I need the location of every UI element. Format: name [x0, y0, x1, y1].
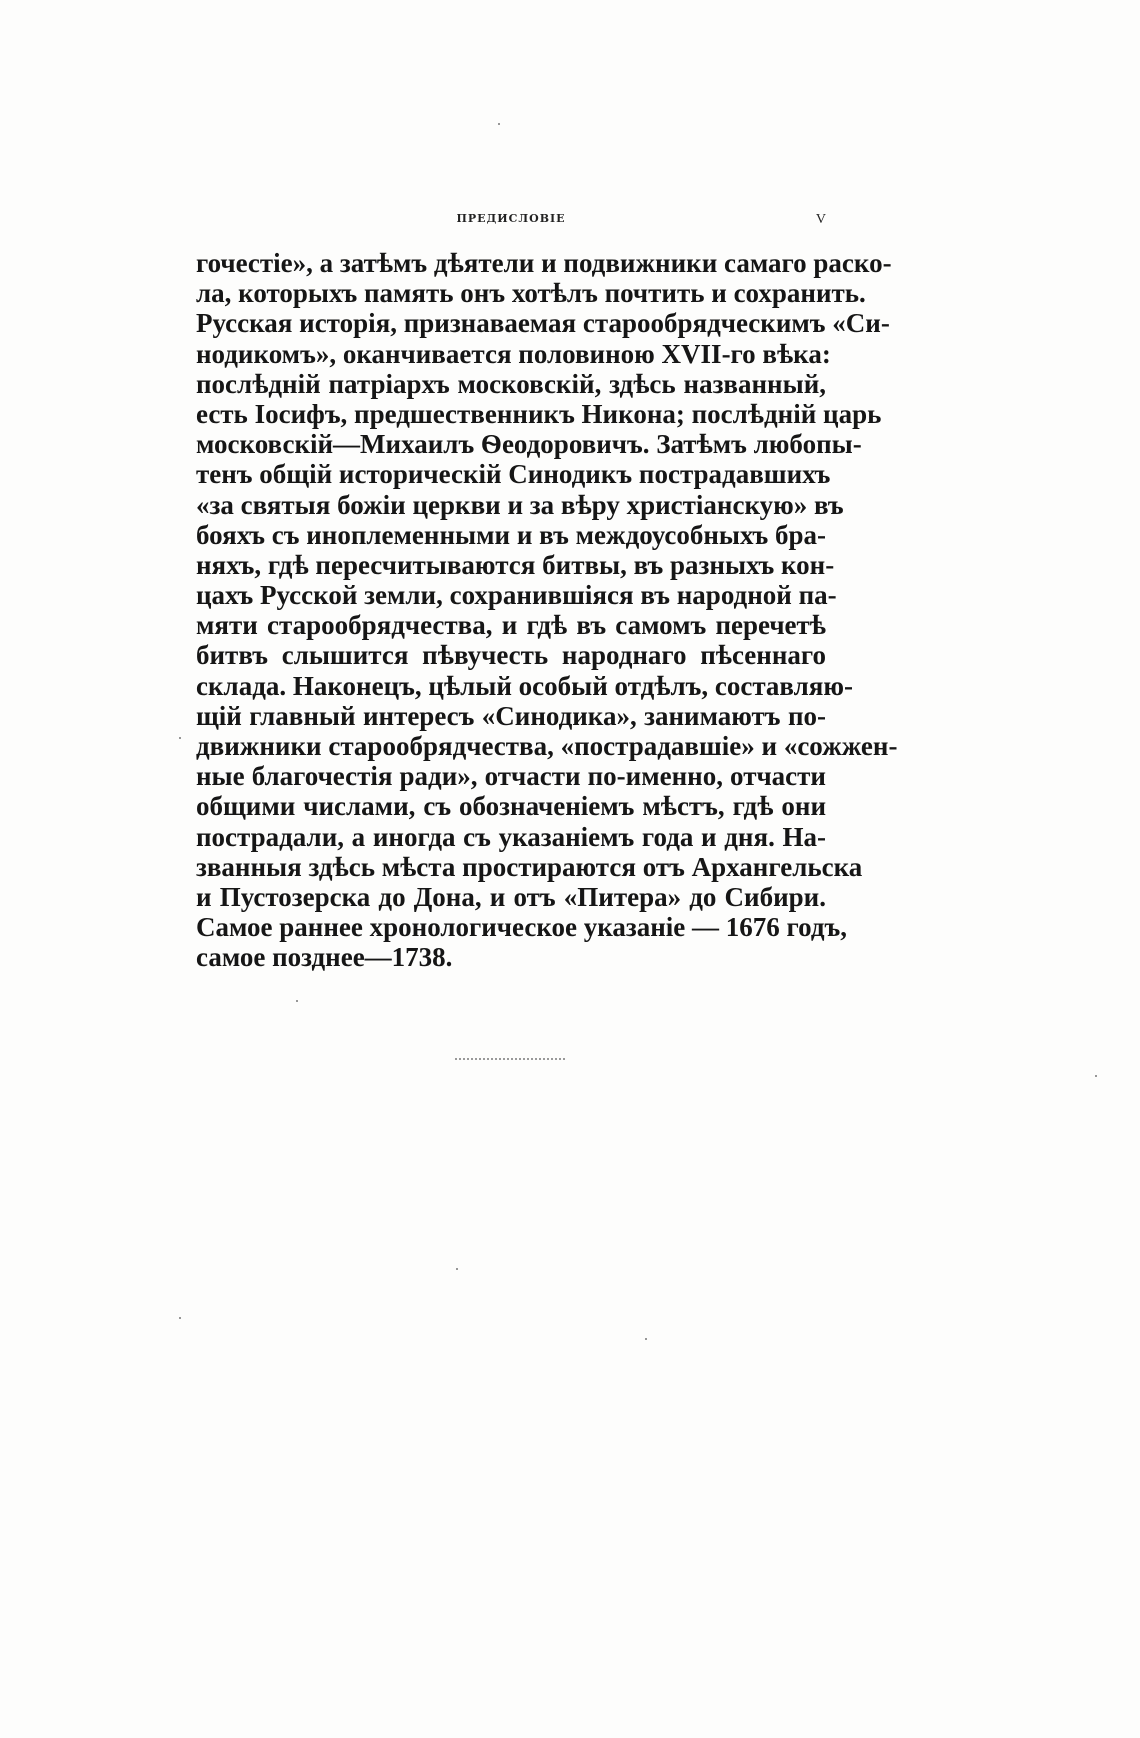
- text-line: московскій—Михаилъ Ѳеодоровичъ. Затѣмъ любопы-: [196, 429, 862, 460]
- print-speck: [456, 1268, 458, 1270]
- text-line: тенъ общій историческій Синодикъ пострадавшихъ: [196, 459, 831, 490]
- text-line: званныя здѣсь мѣста простираются отъ Архангельска: [196, 851, 863, 882]
- text-line: няхъ, гдѣ пересчитываются битвы, въ разныхъ кон-: [196, 549, 835, 580]
- text-line: бояхъ съ иноплеменными и въ междоусобныхъ бра-: [196, 519, 826, 550]
- text-line: битвъ слышится пѣвучесть народнаго пѣсеннаго: [196, 640, 826, 671]
- print-speck: [645, 1338, 647, 1340]
- print-speck: [498, 123, 500, 125]
- text-line: движники старообрядчества, «пострадавшіе» и «сожжен-: [196, 731, 898, 761]
- text-line: ла, которыхъ память онъ хотѣлъ почтить и сохранить.: [196, 278, 866, 309]
- text-line: нодикомъ», оканчивается половиною XVII-го вѣка:: [196, 338, 831, 369]
- text-line: и Пустозерска до Дона, и отъ «Питера» до Сибири.: [196, 881, 826, 912]
- text-line: Русская исторія, признаваемая старообрядческимъ «Си-: [196, 308, 890, 339]
- text-line-last: самое позднее—1738.: [196, 942, 453, 973]
- page-number: V: [815, 212, 826, 227]
- text-line: общими числами, съ обозначеніемъ мѣстъ, гдѣ они: [196, 791, 826, 822]
- text-line: Самое раннее хронологическое указаніе — 1676 годъ,: [196, 912, 848, 943]
- text-line: есть Іосифъ, предшественникъ Никона; послѣдній царь: [196, 398, 882, 429]
- print-speck: [296, 1000, 298, 1002]
- text-line: склада. Наконецъ, цѣлый особый отдѣлъ, составляю-: [196, 670, 854, 701]
- end-ornament: [455, 1058, 565, 1066]
- text-line: щій главный интересъ «Синодика», занимаютъ по-: [196, 700, 826, 731]
- print-speck: [179, 737, 181, 739]
- text-line: мяти старообрядчества, и гдѣ въ самомъ перечетѣ: [196, 610, 826, 641]
- text-line: ные благочестія ради», отчасти по-именно, отчасти: [196, 761, 826, 792]
- text-line: «за святыя божіи церкви и за вѣру христіанскую» въ: [196, 489, 844, 520]
- text-line: пострадали, а иногда съ указаніемъ года и дня. На-: [196, 821, 826, 852]
- text-line: послѣдній патріархъ московскій, здѣсь названный,: [196, 368, 826, 399]
- print-speck: [1095, 1075, 1097, 1077]
- running-title: ПРЕДИСЛОВІЕ: [456, 212, 566, 225]
- body-text: [196, 248, 898, 973]
- print-speck: [179, 1317, 181, 1319]
- text-line: цахъ Русской земли, сохранившіяся въ народной па-: [196, 580, 837, 611]
- running-head: [196, 212, 826, 232]
- text-line: гочестіе», а затѣмъ дѣятели и подвижники самаго раско-: [196, 248, 892, 278]
